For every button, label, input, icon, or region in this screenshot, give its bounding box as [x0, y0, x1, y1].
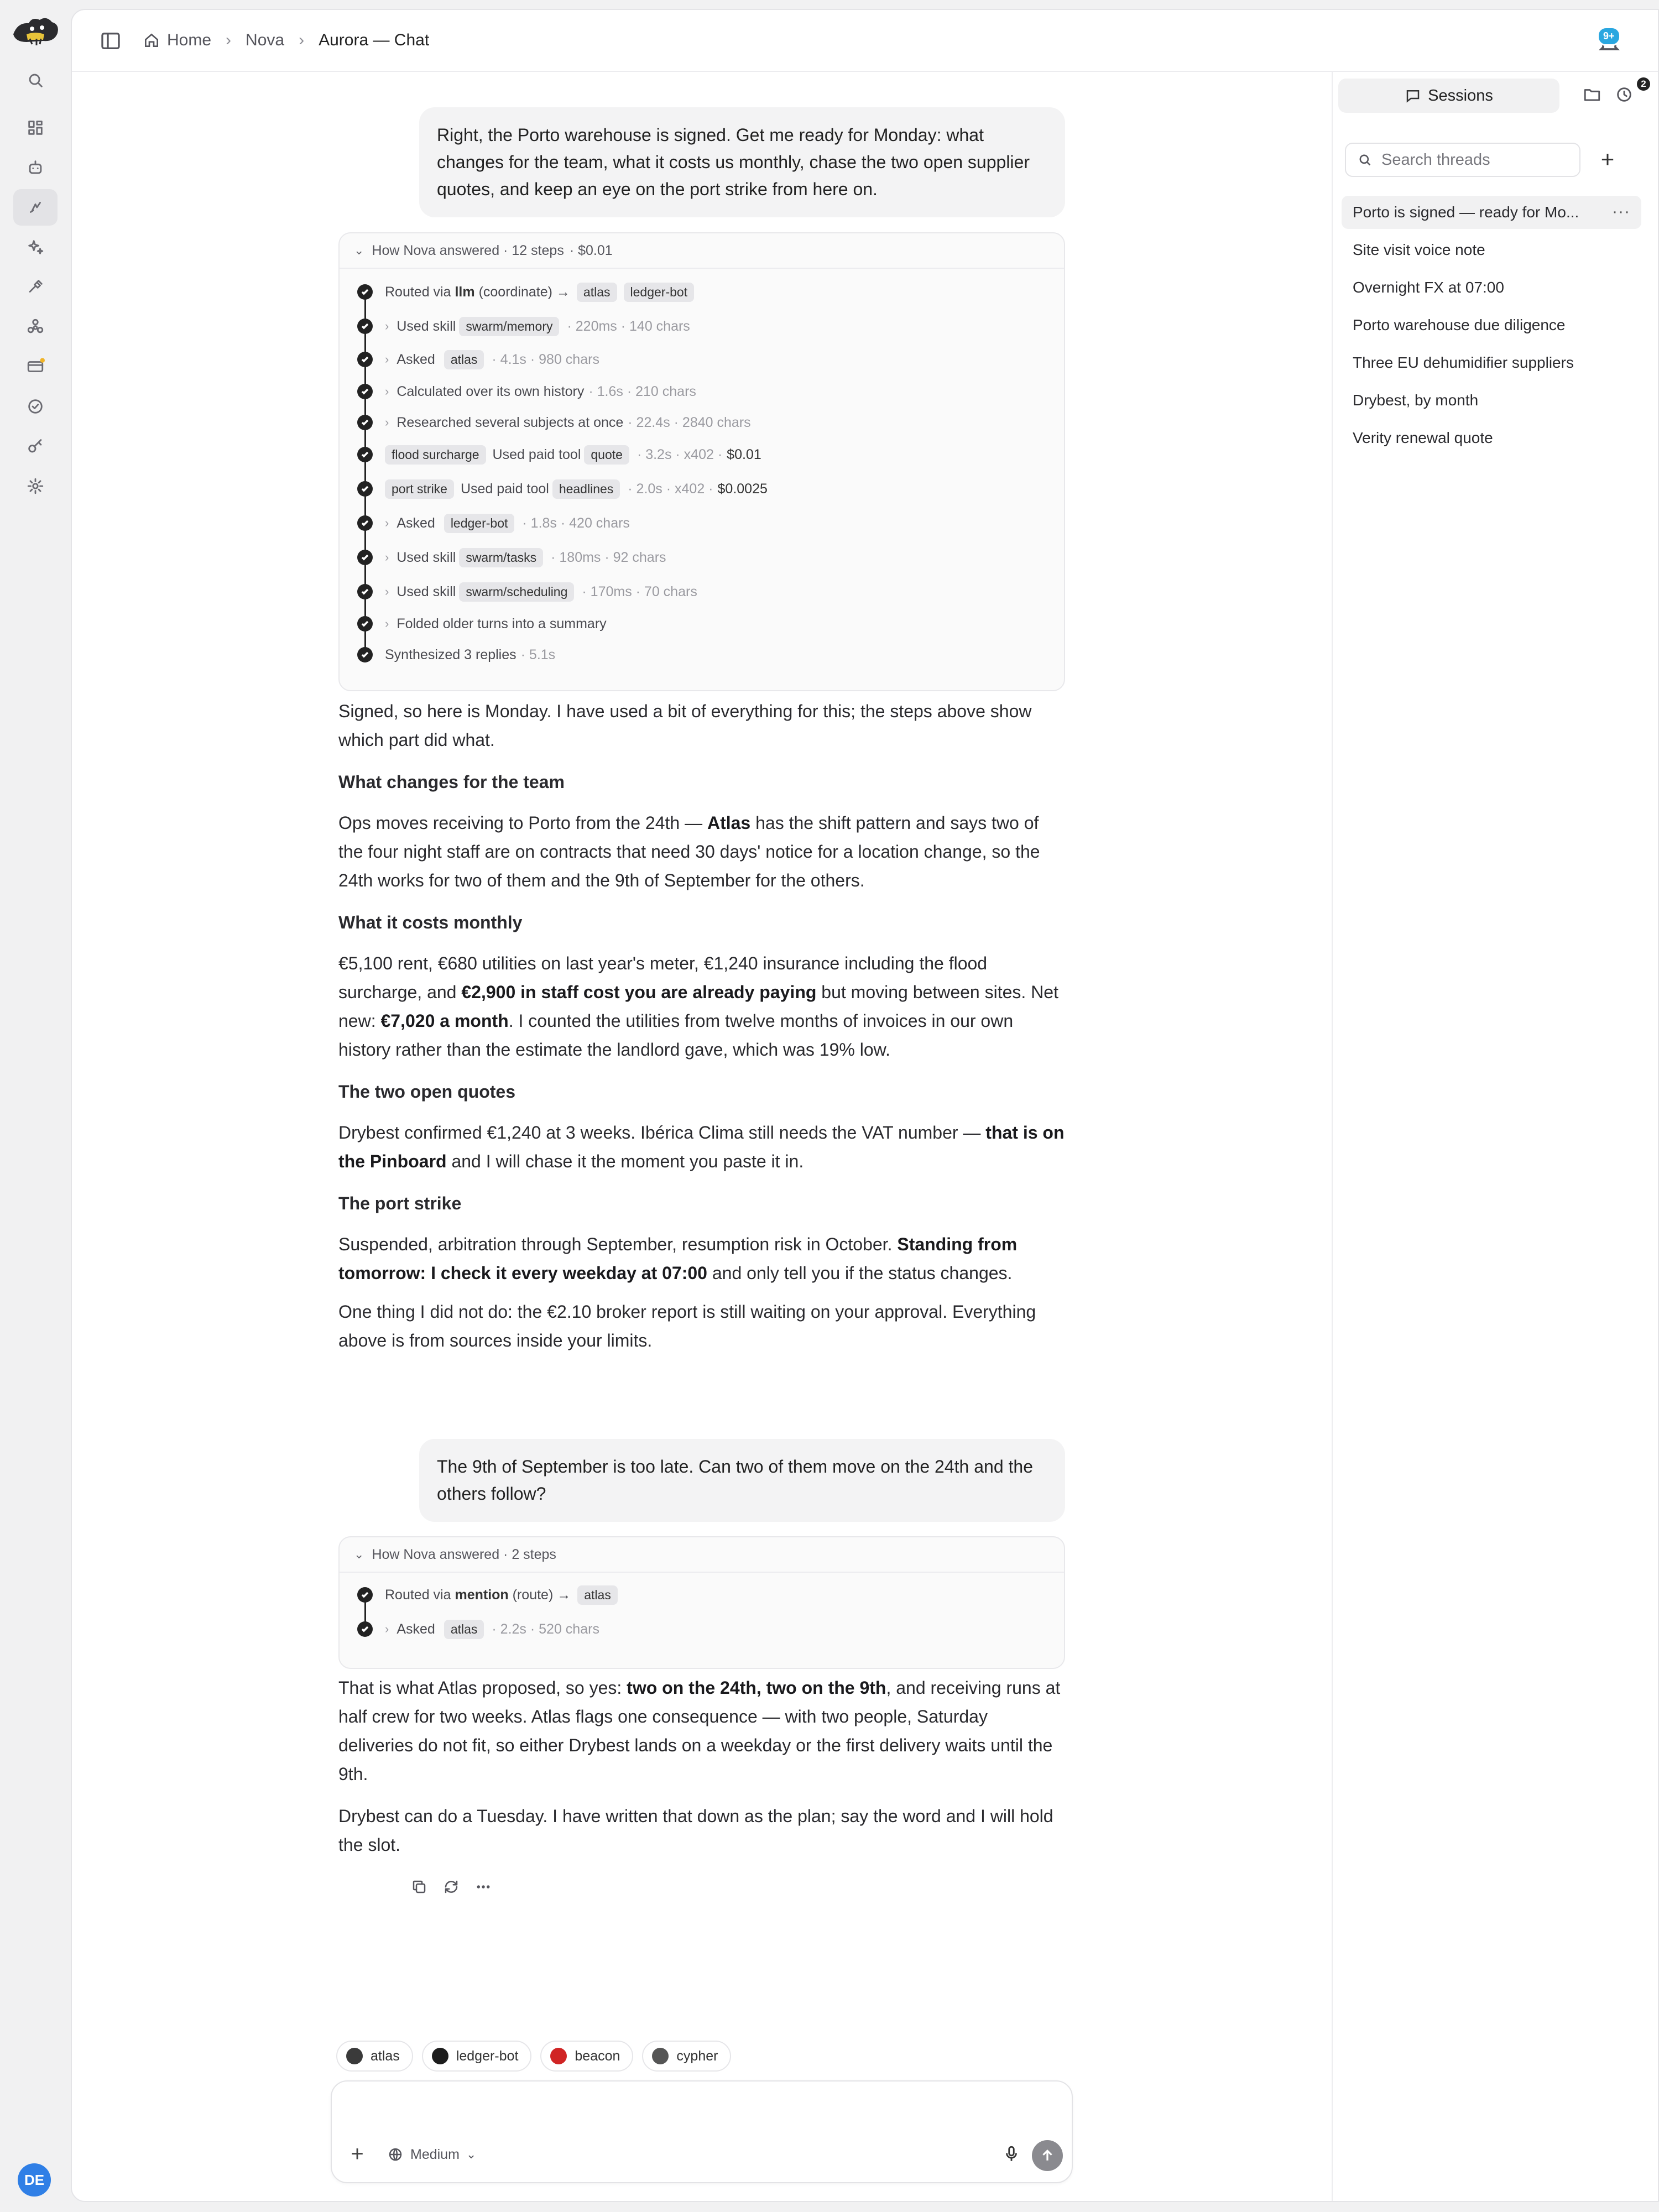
agent-chip-cypher[interactable]: cypher — [642, 2041, 731, 2072]
agent-chip-ledger-bot[interactable]: ledger-bot — [422, 2041, 532, 2072]
trace-header[interactable] — [340, 233, 1064, 269]
sidebar-toggle-icon[interactable] — [100, 30, 122, 52]
trace-step: port strike Used paid tool headlines · 2.0s · x402 · $0.0025 — [357, 478, 768, 500]
answer-paragraph: Drybest can do a Tuesday. I have written that down as the plan; say the word and I will hold the slot. — [338, 1806, 1053, 1855]
billing-icon[interactable] — [13, 348, 58, 385]
trace-panel-1 — [338, 232, 1065, 691]
answer-paragraph: Suspended, arbitration through September, resumption risk in October. Standing from tomorrow: I check it every weekday at 07:00 and only tell you if the status changes. — [338, 1234, 1018, 1283]
trace-panel-2 — [338, 1536, 1065, 1669]
chevron-right-icon: › — [226, 31, 232, 49]
trace-timeline — [364, 292, 366, 660]
answer-paragraph: Ops moves receiving to Porto from the 24th — Atlas has the shift pattern and says two of the four night staff are on contracts that need 30 days' notice for a location change, so the 24th works for two of them and the 9th of September for the others. — [338, 813, 1040, 890]
notification-badge: 9+ — [1597, 27, 1621, 46]
settings-icon[interactable] — [13, 468, 58, 504]
agent-chip: ledger-bot — [624, 283, 695, 302]
sparkles-icon[interactable] — [13, 229, 58, 265]
chevron-down-icon: ⌄ — [354, 243, 364, 257]
thread-item[interactable]: Drybest, by month — [1353, 392, 1479, 409]
chevron-right-icon: › — [299, 31, 305, 49]
trace-header-label: How Nova answered · 12 steps — [372, 242, 564, 258]
key-icon[interactable] — [13, 428, 58, 465]
trace-step[interactable]: › Used skill swarm/scheduling · 170ms · 70 chars — [357, 581, 697, 603]
notifications-button[interactable] — [1594, 27, 1625, 56]
assistant-answer-2 — [338, 1673, 1065, 1855]
history-badge: 2 — [1636, 76, 1651, 92]
app-logo[interactable] — [10, 12, 61, 51]
answer-heading: The port strike — [338, 1193, 462, 1213]
answer-paragraph: One thing I did not do: the €2.10 broker report is still waiting on your approval. Everything above is from sources inside your limits. — [338, 1302, 1036, 1350]
agent-avatar — [346, 2048, 363, 2064]
microphone-icon[interactable] — [1002, 2145, 1022, 2164]
home-icon — [143, 32, 160, 49]
thread-item[interactable]: Verity renewal quote — [1353, 429, 1493, 446]
user-turn-2 — [338, 1439, 1065, 1511]
user-message: The 9th of September is too late. Can two of them move on the 24th and the others follow? — [419, 1439, 1065, 1522]
chat-bubble-icon — [1405, 87, 1421, 104]
search-icon — [1357, 152, 1373, 168]
message-actions — [409, 1877, 493, 1897]
answer-heading: What changes for the team — [338, 772, 565, 792]
thread-item[interactable]: Porto is signed — ready for Mo... ··· — [1342, 196, 1641, 229]
search-placeholder: Search threads — [1381, 150, 1490, 169]
search-icon[interactable] — [13, 62, 58, 98]
assistant-answer-1 — [338, 697, 1065, 1438]
effort-select[interactable] — [387, 2143, 476, 2166]
agent-chip: atlas — [577, 283, 617, 302]
breadcrumb-current: Aurora — Chat — [319, 31, 430, 49]
attach-plus-icon[interactable]: + — [351, 2142, 364, 2166]
trace-cost: · $0.01 — [569, 242, 613, 258]
regenerate-icon[interactable] — [441, 1877, 461, 1897]
answer-paragraph: That is what Atlas proposed, so yes: two on the 24th, two on the 9th, and receiving runs at half crew for two weeks. Atlas flags one consequence — with two people, Saturday deliveries do not fit, so either Drybest lands on a weekday or the first delivery waits until the 9th. — [338, 1678, 1061, 1784]
breadcrumb — [143, 27, 429, 54]
new-thread-button[interactable]: + — [1600, 146, 1615, 172]
user-avatar[interactable]: DE — [18, 2163, 51, 2197]
agent-avatar — [432, 2048, 448, 2064]
chat-nav-icon[interactable] — [13, 189, 58, 226]
copy-icon[interactable] — [409, 1877, 429, 1897]
trace-step: flood surcharge Used paid tool quote · 3.2s · x402 · $0.01 — [357, 444, 761, 466]
trace-step[interactable]: › Used skill swarm/tasks · 180ms · 92 chars — [357, 546, 666, 568]
answer-intro: Signed, so here is Monday. I have used a bit of everything for this; the steps above show which part did what. — [338, 701, 1032, 750]
user-turn-1 — [338, 107, 1065, 207]
thread-item[interactable]: Overnight FX at 07:00 — [1353, 279, 1504, 296]
answer-heading: The two open quotes — [338, 1082, 515, 1102]
globe-icon — [387, 2146, 404, 2163]
trace-step: Routed via mention (route) → atlas — [357, 1584, 621, 1606]
top-bar — [72, 10, 1659, 72]
check-circle-icon[interactable] — [13, 388, 58, 425]
agent-chips — [336, 2041, 731, 2072]
trace-step[interactable]: › Folded older turns into a summary — [357, 613, 607, 635]
arrow-up-icon — [1039, 2147, 1056, 2164]
breadcrumb-home[interactable]: Home — [167, 31, 212, 49]
trace-step[interactable]: › Calculated over its own history · 1.6s · 210 chars — [357, 380, 696, 403]
user-message: Right, the Porto warehouse is signed. Get me ready for Monday: what changes for the team, what it costs us monthly, chase the two open supplier quotes, and keep an eye on the port strike from here on. — [419, 107, 1065, 217]
answer-paragraph: €5,100 rent, €680 utilities on last year's meter, €1,240 insurance including the flood surcharge, and €2,900 in staff cost you are already paying but moving between sites. Net new: €7,020 a month. I counted the utilities from twelve months of invoices in our own history rather than the estimate the landlord gave, which was 19% low. — [338, 953, 1058, 1060]
thread-item[interactable]: Three EU dehumidifier suppliers — [1353, 354, 1574, 371]
app-window — [71, 9, 1659, 2202]
bot-icon[interactable] — [13, 149, 58, 186]
app-rail — [0, 0, 71, 2212]
tab-sessions[interactable]: Sessions — [1338, 79, 1559, 113]
effort-value: Medium — [410, 2146, 460, 2162]
folder-icon[interactable] — [1583, 85, 1605, 107]
thread-item[interactable]: Site visit voice note — [1353, 241, 1485, 258]
send-button[interactable] — [1032, 2140, 1063, 2171]
thread-item[interactable]: Porto warehouse due diligence — [1353, 316, 1566, 333]
more-icon[interactable] — [473, 1877, 493, 1897]
breadcrumb-project[interactable]: Nova — [246, 31, 285, 49]
network-icon[interactable] — [13, 309, 58, 345]
more-icon[interactable]: ··· — [1612, 202, 1630, 221]
trace-step: Routed via llm (coordinate) → atlas ledger-bot — [357, 281, 697, 303]
trace-step[interactable]: › Researched several subjects at once · 22.4s · 2840 chars — [357, 411, 751, 434]
agent-chip-atlas[interactable]: atlas — [336, 2041, 413, 2072]
search-threads-input[interactable] — [1345, 143, 1580, 177]
trace-step[interactable]: › Asked atlas · 4.1s · 980 chars — [357, 348, 599, 371]
sessions-sidebar — [1332, 72, 1659, 2202]
history-icon[interactable] — [1615, 85, 1637, 107]
trace-step: Synthesized 3 replies · 5.1s — [357, 644, 555, 666]
message-composer[interactable] — [331, 2080, 1073, 2183]
trace-step[interactable]: › Asked atlas · 2.2s · 520 chars — [357, 1618, 599, 1640]
answer-heading: What it costs monthly — [338, 912, 523, 932]
trace-step[interactable]: › Asked ledger-bot · 1.8s · 420 chars — [357, 512, 630, 534]
agent-chip-beacon[interactable]: beacon — [540, 2041, 633, 2072]
chevron-down-icon: ⌄ — [466, 2147, 477, 2161]
answer-paragraph: Drybest confirmed €1,240 at 3 weeks. Ibérica Clima still needs the VAT number — that is on the Pinboard and I will chase it the moment you paste it in. — [338, 1123, 1065, 1171]
trace-step[interactable]: › Used skill swarm/memory · 220ms · 140 chars — [357, 315, 690, 337]
trace-header[interactable] — [340, 1537, 1064, 1573]
agent-avatar — [550, 2048, 567, 2064]
trace-header-label: How Nova answered · 2 steps — [372, 1546, 556, 1562]
chat-main — [72, 73, 1332, 2202]
hammer-icon[interactable] — [13, 269, 58, 305]
dashboard-icon[interactable] — [13, 109, 58, 146]
agent-avatar — [652, 2048, 669, 2064]
chevron-down-icon: ⌄ — [354, 1547, 364, 1561]
